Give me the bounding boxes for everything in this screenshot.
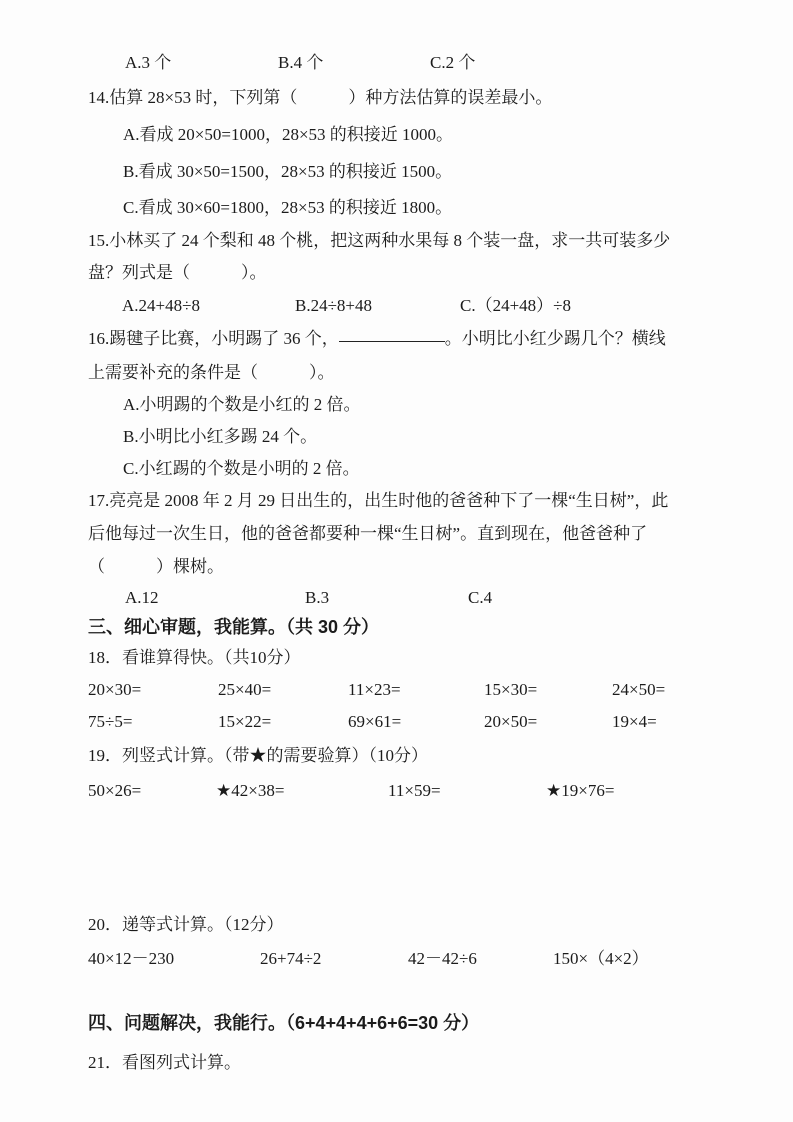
q20-calc-row	[88, 942, 707, 975]
question-20-title: 20．递等式计算。（12分）	[88, 915, 284, 934]
question-17-options-row	[88, 583, 707, 612]
q16-text-after-blank: 。小明比小红少踢几个？横线	[444, 329, 666, 348]
q15-option-c: C.（24+48）÷8	[460, 296, 572, 315]
q16-option-a: A.小明踢的个数是小红的 2 倍。	[123, 395, 361, 414]
q20-expression: 40×12－230	[88, 949, 175, 968]
q14-option-a: A.看成 20×50=1000，28×53 的积接近 1000。	[123, 125, 454, 144]
question-17-line1: 17.亮亮是 2008 年 2 月 29 日出生的，出生时他的爸爸种下了一棵“生日树”，此	[88, 491, 669, 510]
section-4-heading: 四、问题解决，我能行。（6+4+4+4+6+6=30 分）	[88, 1013, 480, 1033]
q20-expression: 26+74÷2	[260, 949, 322, 968]
question-17-line3: （ ）棵树。	[88, 557, 224, 576]
q13-option-a: A.3 个	[125, 53, 172, 72]
q15-option-b: B.24÷8+48	[295, 296, 373, 315]
q13-option-c: C.2 个	[430, 53, 476, 72]
question-15-line2: 盘？列式是（ ）。	[88, 263, 267, 282]
q19-expression-starred: ★19×76=	[546, 781, 615, 800]
question-17-line2: 后他每过一次生日，他的爸爸都要种一棵“生日树”。直到现在，他爸爸种了	[88, 524, 648, 543]
q19-expression-starred: ★42×38=	[216, 781, 285, 800]
q15-option-a: A.24+48÷8	[122, 296, 200, 315]
q17-option-c: C.4	[468, 588, 493, 607]
q18-expression: 11×23=	[348, 680, 401, 699]
q16-fill-in-blank-line	[339, 339, 445, 342]
q14-option-c: C.看成 30×60=1800，28×53 的积接近 1800。	[123, 198, 453, 217]
q16-option-b: B.小明比小红多踢 24 个。	[123, 427, 318, 446]
question-19-title: 19．列竖式计算。（带★的需要验算）（10分）	[88, 746, 428, 765]
q18-expression: 25×40=	[218, 680, 272, 699]
q19-calc-row	[88, 774, 707, 808]
q18-expression: 20×30=	[88, 680, 142, 699]
q19-working-space	[88, 808, 707, 908]
q18-expression: 15×30=	[484, 680, 538, 699]
q18-expression: 75÷5=	[88, 712, 133, 731]
q20-working-space	[88, 975, 707, 1005]
question-13-options-row	[88, 46, 707, 80]
q17-option-b: B.3	[305, 588, 330, 607]
q16-text-before-blank: 16.踢毽子比赛，小明踢了 36 个，	[88, 329, 339, 348]
q17-option-a: A.12	[125, 588, 159, 607]
section-3-heading: 三、细心审题，我能算。（共 30 分）	[88, 617, 380, 637]
q14-option-b: B.看成 30×50=1500，28×53 的积接近 1500。	[123, 162, 453, 181]
q18-expression: 15×22=	[218, 712, 272, 731]
question-15-options-row	[88, 289, 707, 322]
question-18-title: 18．看谁算得快。（共10分）	[88, 648, 301, 667]
question-16-line2: 上需要补充的条件是（ ）。	[88, 363, 335, 382]
q16-option-c: C.小红踢的个数是小明的 2 倍。	[123, 459, 360, 478]
q18-expression: 69×61=	[348, 712, 402, 731]
q18-expression: 20×50=	[484, 712, 538, 731]
q13-option-b: B.4 个	[278, 53, 324, 72]
question-16-line1	[88, 322, 707, 356]
q18-calc-row-1	[88, 674, 707, 706]
q18-calc-row-2	[88, 706, 707, 738]
q18-expression: 19×4=	[612, 712, 657, 731]
q20-expression: 42－42÷6	[408, 949, 477, 968]
q19-expression: 50×26=	[88, 781, 142, 800]
q19-expression: 11×59=	[388, 781, 441, 800]
question-15-line1: 15.小林买了 24 个梨和 48 个桃，把这两种水果每 8 个装一盘，求一共可装多少	[88, 231, 671, 250]
q18-expression: 24×50=	[612, 680, 666, 699]
question-21-title: 21．看图列式计算。	[88, 1053, 241, 1072]
question-14-stem: 14.估算 28×53 时，下列第（ ）种方法估算的误差最小。	[88, 88, 553, 107]
q20-expression: 150×（4×2）	[553, 949, 649, 968]
